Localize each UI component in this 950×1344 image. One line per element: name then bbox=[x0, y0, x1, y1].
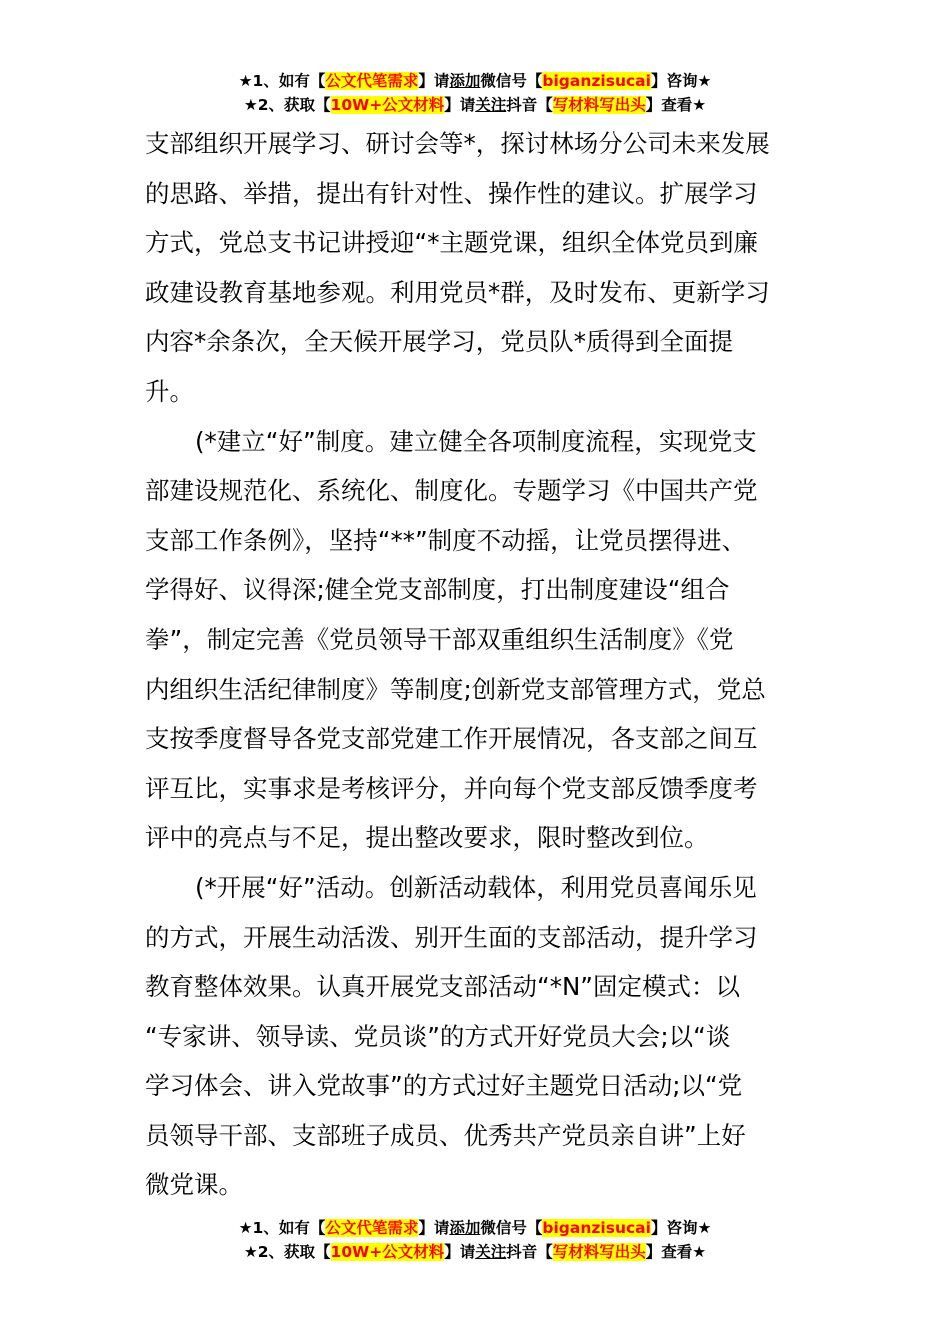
document-body bbox=[145, 119, 805, 1210]
promo-text: 】查看 bbox=[645, 1243, 693, 1261]
promo-text: 】咨询 bbox=[650, 1219, 698, 1237]
promo-text: 】请 bbox=[418, 1219, 450, 1237]
text-line: 支按季度督导各党支部党建工作开展情况，各支部之间互 bbox=[145, 724, 758, 754]
promo-text: 微信号【 bbox=[480, 72, 543, 90]
text-line: (*开展“好”活动。创新活动载体，利用党员喜闻乐见 bbox=[195, 872, 757, 902]
promo-text: 抖音【 bbox=[506, 96, 553, 114]
text-line: 学得好、议得深;健全党支部制度，打出制度建设“组合 bbox=[145, 575, 730, 605]
promo-text: 抖音【 bbox=[506, 1243, 553, 1261]
text-line: 方式，党总支书记讲授迎“*主题党课，组织全体党员到廉 bbox=[145, 228, 758, 258]
highlight-materials: 10W+公文材料 bbox=[330, 1243, 445, 1261]
promo-text: 】咨询 bbox=[650, 72, 698, 90]
paragraph-study bbox=[145, 119, 805, 417]
promo-line-1 bbox=[0, 69, 950, 93]
highlight-douyin-account: 写材料写出头 bbox=[552, 1243, 646, 1261]
star-icon: ★ bbox=[243, 96, 258, 114]
text-line: 内组织生活纪律制度》等制度;创新党支部管理方式，党总 bbox=[145, 674, 766, 704]
text-line: 支部组织开展学习、研讨会等*，探讨林场分公司未来发展 bbox=[145, 129, 770, 158]
text-line: 员领导干部、支部班子成员、优秀共产党员亲自讲”上好 bbox=[145, 1120, 746, 1150]
highlight-service: 公文代笔需求 bbox=[325, 1219, 419, 1237]
star-icon: ★ bbox=[697, 1219, 712, 1237]
text-line: 的方式，开展生动活泼、别开生面的支部活动，提升学习 bbox=[145, 922, 758, 952]
underlined-text: 添加 bbox=[449, 72, 481, 90]
text-line: 内容*余条次，全天候开展学习，党员队*质得到全面提 bbox=[145, 327, 733, 357]
text-line: 政建设教育基地参观。利用党员*群，及时发布、更新学习 bbox=[145, 277, 770, 307]
text-line: 评互比，实事求是考核评分，并向每个党支部反馈季度考 bbox=[145, 773, 758, 803]
underlined-text: 添加 bbox=[449, 1219, 481, 1237]
promo-text: 微信号【 bbox=[480, 1219, 543, 1237]
promo-text: 1、如有【 bbox=[252, 72, 326, 90]
paragraph-system bbox=[145, 417, 805, 863]
star-icon: ★ bbox=[238, 72, 253, 90]
promo-text: 】请 bbox=[444, 96, 476, 114]
star-icon: ★ bbox=[697, 72, 712, 90]
promo-line-1 bbox=[0, 1216, 950, 1240]
text-line: 的思路、举措，提出有针对性、操作性的建议。扩展学习 bbox=[145, 178, 758, 208]
highlight-douyin-account: 写材料写出头 bbox=[552, 96, 646, 114]
highlight-wechat-id: biganzisucai bbox=[542, 1219, 651, 1237]
promo-text: 1、如有【 bbox=[252, 1219, 326, 1237]
text-line: 教育整体效果。认真开展党支部活动“*N”固定模式：以 bbox=[145, 972, 740, 1002]
underlined-text: 关注 bbox=[475, 96, 507, 114]
text-line: (*建立“好”制度。建立健全各项制度流程，实现党支 bbox=[195, 426, 757, 456]
star-icon: ★ bbox=[692, 96, 707, 114]
promo-banner-top bbox=[0, 69, 950, 117]
star-icon: ★ bbox=[238, 1219, 253, 1237]
text-line: 拳”，制定完善《党员领导干部双重组织生活制度》《党 bbox=[145, 624, 734, 654]
highlight-service: 公文代笔需求 bbox=[325, 72, 419, 90]
text-line: 学习体会、讲入党故事”的方式过好主题党日活动;以“党 bbox=[145, 1071, 743, 1101]
text-line: 升。 bbox=[145, 376, 194, 406]
promo-line-2 bbox=[0, 93, 950, 117]
text-line: 评中的亮点与不足，提出整改要求，限时整改到位。 bbox=[145, 823, 709, 853]
highlight-wechat-id: biganzisucai bbox=[542, 72, 651, 90]
text-line: 微党课。 bbox=[145, 1170, 243, 1200]
star-icon: ★ bbox=[692, 1243, 707, 1261]
star-icon: ★ bbox=[243, 1243, 258, 1261]
promo-text: 】请 bbox=[418, 72, 450, 90]
promo-text: 2、获取【 bbox=[257, 96, 331, 114]
text-line: “专家讲、领导读、党员谈”的方式开好党员大会;以“谈 bbox=[145, 1021, 731, 1051]
promo-line-2 bbox=[0, 1240, 950, 1264]
promo-text: 】请 bbox=[444, 1243, 476, 1261]
text-line: 支部工作条例》，坚持“**”制度不动摇，让党员摆得进、 bbox=[145, 525, 747, 555]
highlight-materials: 10W+公文材料 bbox=[330, 96, 445, 114]
promo-text: 】查看 bbox=[645, 96, 693, 114]
underlined-text: 关注 bbox=[475, 1243, 507, 1261]
text-line: 部建设规范化、系统化、制度化。专题学习《中国共产党 bbox=[145, 476, 758, 506]
promo-text: 2、获取【 bbox=[257, 1243, 331, 1261]
promo-banner-bottom bbox=[0, 1216, 950, 1264]
paragraph-activities bbox=[145, 863, 805, 1210]
